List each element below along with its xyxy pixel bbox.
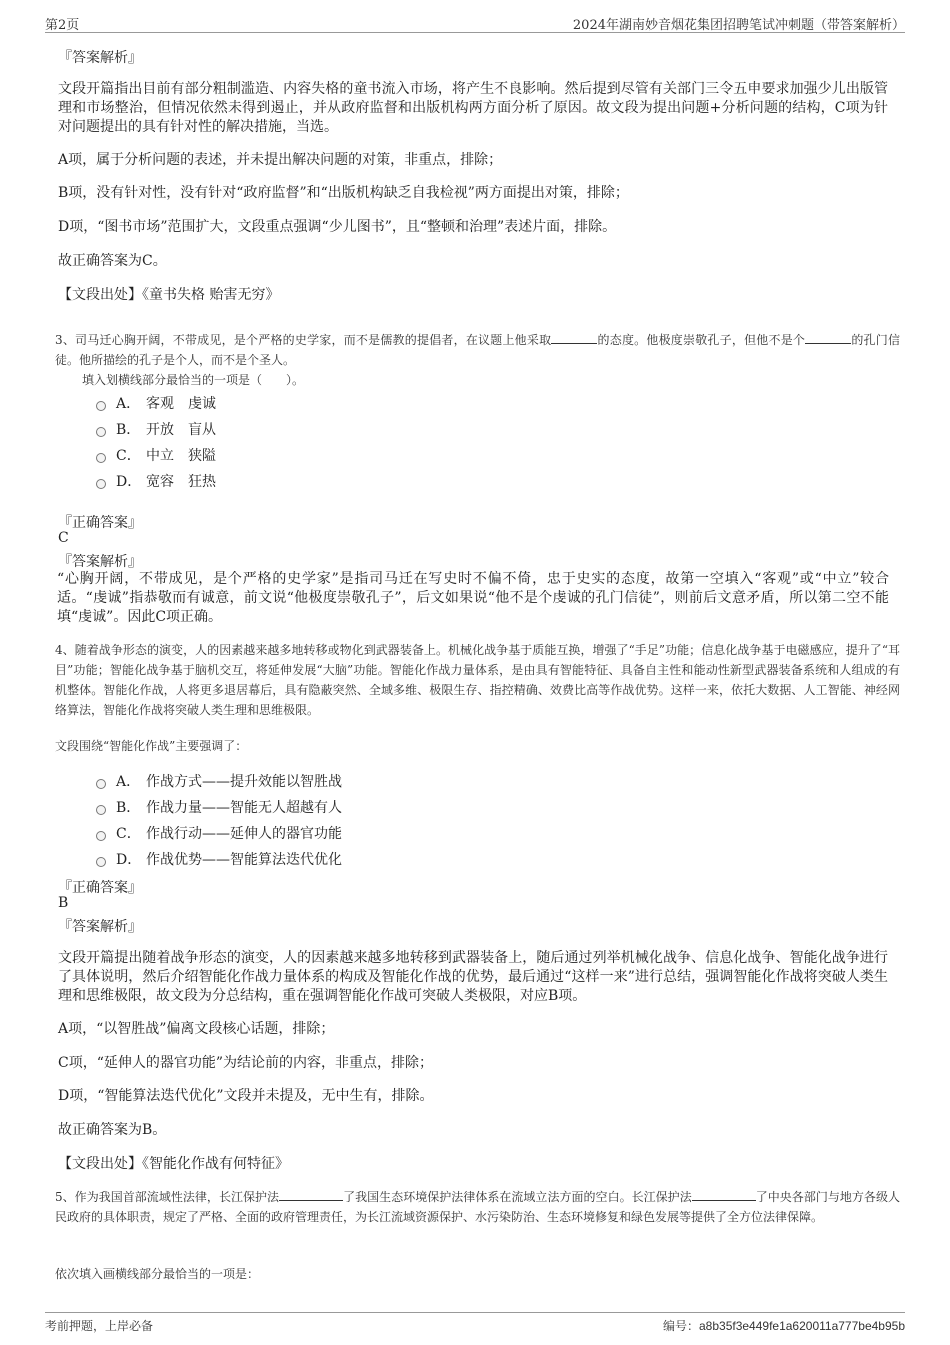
question-4-source: 【文段出处】《智能化作战有何特征》 [58, 1156, 289, 1172]
question-4-stem: 4、随着战争形态的演变，人的因素越来越多地转移或物化到武器装备上。机械化战争基于质能互换，增强了“手足”功能；信息化战争基于电磁感应，提升了“耳目”功能；智能化战争基于脑机交互，将延伸发展“大脑”功能。智能化作战力量体系，是由具有智能特征、具备自主性和能动性新型武器装备系统和人组成的有机整体。智能化作战，人将更多退居幕后，具有隐蔽突然、全域多维、极限生存、指控精确、效费比高等作战优势。这样一来，依托大数据、人工智能、神经网络算法，智能化作战将突破人类生理和思维极限。 [55, 643, 900, 717]
radio-icon[interactable] [96, 453, 106, 463]
analysis-option-d: D项，“图书市场”范围扩大，文段重点强调“少儿图书”，且“整顿和治理”表述片面，排除。 [58, 219, 617, 235]
question-4-conclusion: 故正确答案为B。 [58, 1122, 167, 1138]
question-4-option-d[interactable]: D． 作战优势——智能算法迭代优化 [96, 849, 342, 869]
radio-icon[interactable] [96, 805, 106, 815]
radio-icon[interactable] [96, 831, 106, 841]
question-4-analysis-option-d: D项，“智能算法迭代优化”文段并未提及，无中生有，排除。 [58, 1088, 434, 1104]
page-footer [45, 1312, 905, 1335]
question-3-answer-label: 『正确答案』 [58, 515, 142, 531]
radio-icon[interactable] [96, 427, 106, 437]
question-3-option-c[interactable]: C． 中立 狭隘 [96, 445, 216, 465]
analysis-conclusion: 故正确答案为C。 [58, 253, 167, 269]
question-4-analysis-option-a: A项，“以智胜战”偏离文段核心话题，排除； [58, 1021, 335, 1037]
question-3-analysis-label: 『答案解析』 [58, 554, 142, 570]
question-4-prompt: 文段围绕“智能化作战”主要强调了： [55, 739, 248, 753]
analysis-label: 『答案解析』 [58, 50, 142, 66]
blank-line [551, 343, 597, 344]
document-code: 编号：a8b35f3e449fe1a620011a777be4b95b [662, 1319, 905, 1333]
document-title: 2024年湖南妙音烟花集团招聘笔试冲刺题（带答案解析） [572, 18, 905, 33]
question-4-analysis-label: 『答案解析』 [58, 919, 142, 935]
question-4-answer-label: 『正确答案』 [58, 880, 142, 896]
question-3-option-a[interactable]: A． 客观 虔诚 [96, 393, 216, 413]
radio-icon[interactable] [96, 857, 106, 867]
question-4-answer: B [58, 895, 69, 911]
page-number: 第2页 [45, 18, 80, 33]
question-3-prompt: 填入划横线部分最恰当的一项是（ ）。 [82, 373, 305, 387]
page-header [45, 10, 905, 33]
question-3-option-b[interactable]: B． 开放 盲从 [96, 419, 216, 439]
analysis-option-a: A项，属于分析问题的表述，并未提出解决问题的对策，非重点，排除； [58, 152, 503, 168]
question-5-prompt: 依次填入画横线部分最恰当的一项是： [55, 1267, 260, 1281]
analysis-source: 【文段出处】《童书失格 贻害无穷》 [58, 287, 280, 303]
blank-line [692, 1200, 756, 1201]
question-4-analysis-option-c: C项，“延伸人的器官功能”为结论前的内容，非重点，排除； [58, 1055, 434, 1071]
question-3-answer: C [58, 530, 69, 546]
question-4-option-b[interactable]: B． 作战力量——智能无人超越有人 [96, 797, 342, 817]
radio-icon[interactable] [96, 479, 106, 489]
radio-icon[interactable] [96, 401, 106, 411]
question-5-stem: 5、作为我国首部流域性法律，长江保护法 了我国生态环境保护法律体系在流域立法方面的空白。长江保护法 了中央各部门与地方各级人民政府的具体职责，规定了严格、全面的政府管理责任，为长江流域资源保护、水污染防治、生态环境修复和绿色发展等提供了全方位法律保障。 [55, 1190, 900, 1224]
analysis-paragraph: 文段开篇指出目前有部分粗制滥造、内容失格的童书流入市场，将产生不良影响。然后提到尽管有关部门三令五申要求加强少儿出版管理和市场整治，但情况依然未得到遏止，并从政府监督和出版机构两方面分析了原因。故文段为提出问题+分析问题的结构，C项为针对问题提出的具有针对性的解决措施，当选。 [58, 81, 888, 135]
question-4-option-c[interactable]: C． 作战行动——延伸人的器官功能 [96, 823, 342, 843]
question-3-stem: 3、司马迁心胸开阔，不带成见，是个严格的史学家，而不是儒教的提倡者，在议题上他采取 的态度。他极度崇敬孔子，但他不是个 的孔门信徒。他所描绘的孔子是个人，而不是个圣人。 [55, 333, 900, 367]
question-4-analysis-paragraph: 文段开篇提出随着战争形态的演变，人的因素越来越多地转移到武器装备上，随后通过列举机械化战争、信息化战争、智能化战争进行了具体说明，然后介绍智能化作战力量体系的构成及智能化作战的优势，最后通过“这样一来”进行总结，强调智能化作战将突破人类生理和思维极限，故文段为分总结构，重在强调智能化作战可突破人类极限，对应B项。 [58, 950, 888, 1004]
radio-icon[interactable] [96, 779, 106, 789]
question-3-analysis: “心胸开阔，不带成见，是个严格的史学家”是指司马迁在写史时不偏不倚，忠于史实的态度，故第一空填入“客观”或“中立”较合适。“虔诚”指恭敬而有诚意，前文说“他极度崇敬孔子”，后文如果说“他不是个虔诚的孔门信徒”，则前后文意矛盾，所以第二空不能填“虔诚”。因此C项正确。 [57, 571, 889, 625]
footer-slogan: 考前押题，上岸必备 [45, 1319, 154, 1333]
blank-line [279, 1200, 343, 1201]
blank-line [805, 343, 851, 344]
question-3-option-d[interactable]: D． 宽容 狂热 [96, 471, 216, 491]
analysis-option-b: B项，没有针对性，没有针对“政府监督”和“出版机构缺乏自我检视”两方面提出对策，排除； [58, 185, 629, 201]
question-4-option-a[interactable]: A． 作战方式——提升效能以智胜战 [96, 771, 342, 791]
